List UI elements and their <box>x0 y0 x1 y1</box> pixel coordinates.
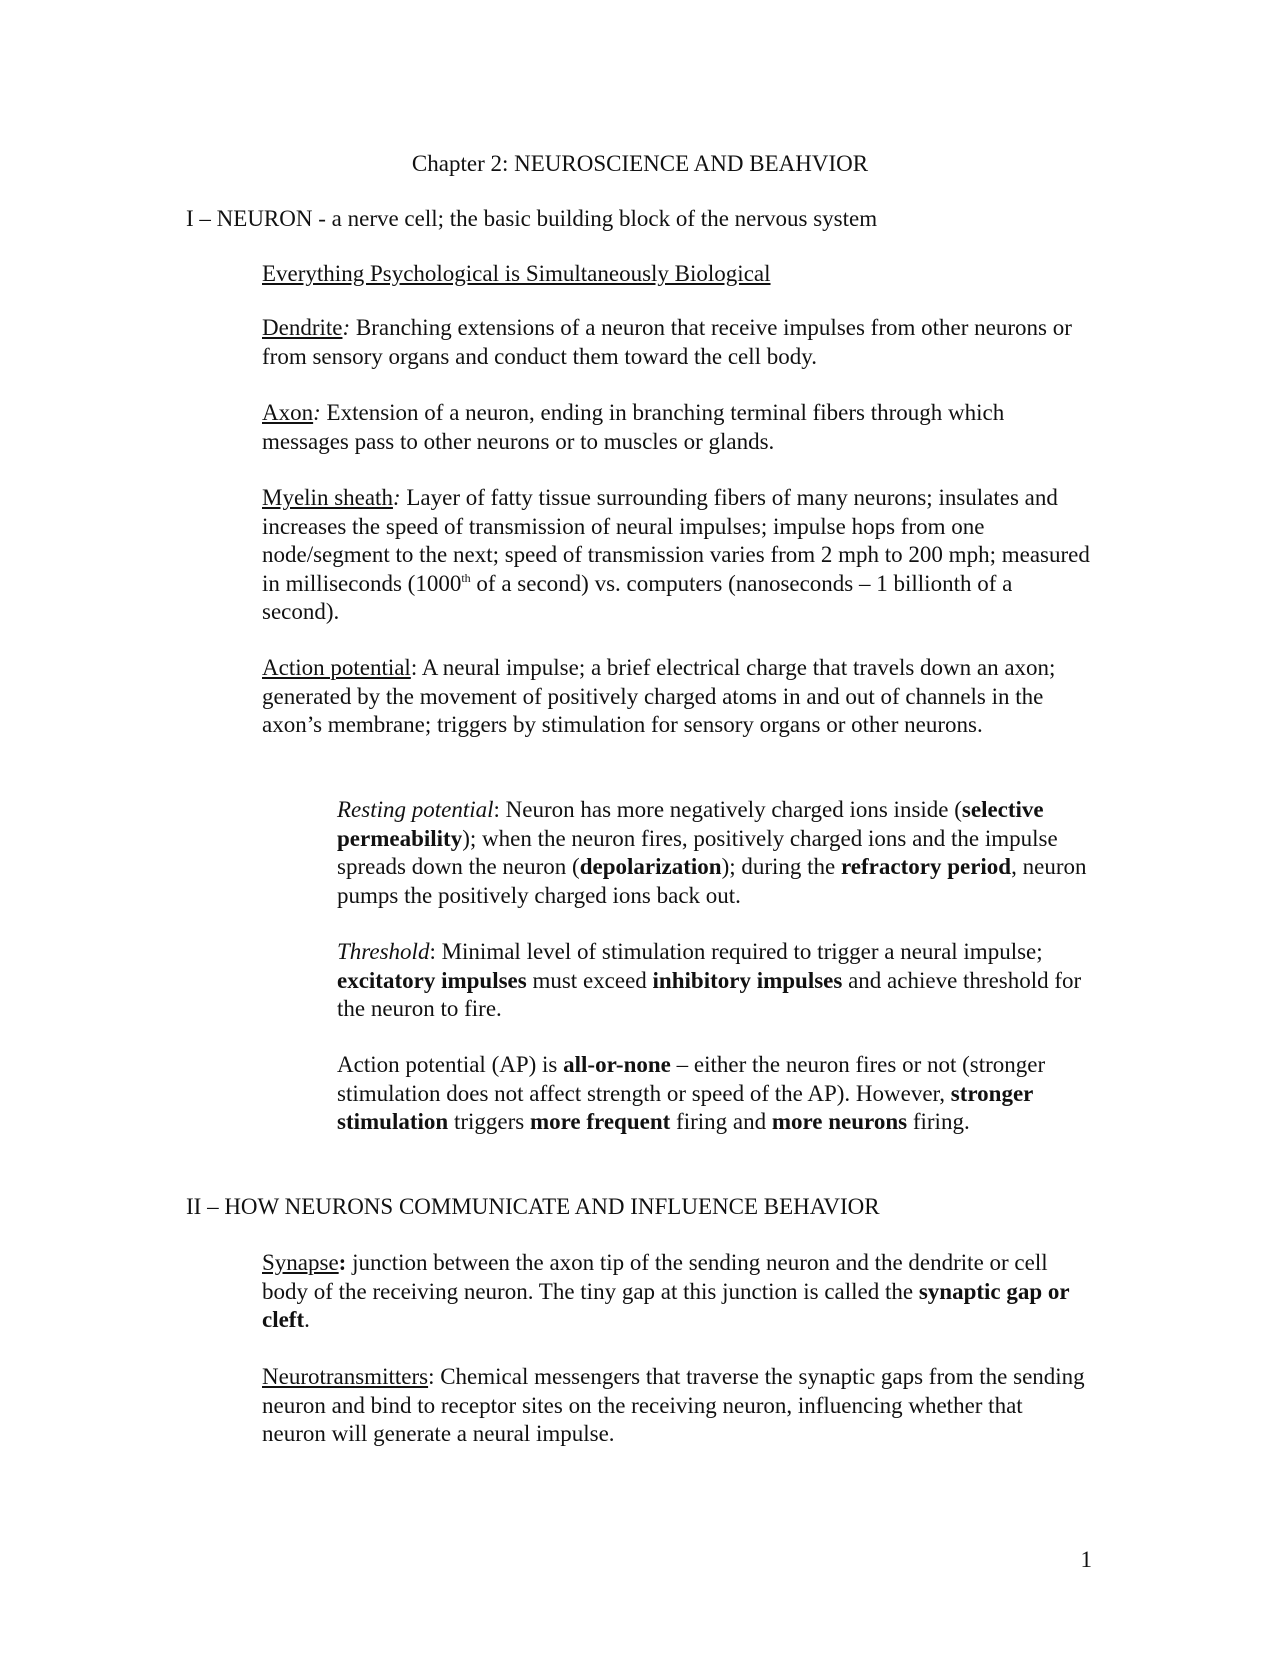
definition-axon: Axon: Extension of a neuron, ending in branching terminal fibers through which messages pass to other neurons or to muscles or glands. <box>262 400 1005 454</box>
term-dendrite: Dendrite <box>262 315 343 340</box>
page-number: 1 <box>1080 1547 1092 1572</box>
definition-dendrite: Dendrite: Branching extensions of a neuron that receive impulses from other neurons or from sensory organs and conduct them toward the cell body. <box>262 315 1072 369</box>
definition-threshold: Threshold: Minimal level of stimulation required to trigger a neural impulse; excitatory impulses must exceed inhibitory impulses and achieve threshold for the neuron to fire. <box>337 939 1082 1021</box>
page-title: Chapter 2: NEUROSCIENCE AND BEAHVIOR <box>411 151 869 176</box>
paragraph-all-or-none: Action potential (AP) is all-or-none – either the neuron fires or not (stronger stimulation does not affect strength or speed of the AP). However, stronger stimulation triggers more frequent firing and more neurons firing. <box>337 1052 1046 1134</box>
term-threshold: Threshold <box>337 939 430 964</box>
definition-neurotransmitters: Neurotransmitters: Chemical messengers that traverse the synaptic gaps from the sending neuron and bind to receptor sites on the receiving neuron, influencing whether that neuron will generate a neural impulse. <box>262 1364 1085 1446</box>
subheading: Everything Psychological is Simultaneously Biological <box>262 261 771 286</box>
term-myelin-sheath: Myelin sheath <box>262 485 393 510</box>
term-action-potential: Action potential <box>262 655 411 680</box>
definition-action-potential: Action potential: A neural impulse; a brief electrical charge that travels down an axon; generated by the movement of positively charged atoms in and out of channels in the axon’s membrane; triggers by stimulation for sensory organs or other neurons. <box>262 655 1056 737</box>
term-resting-potential: Resting potential <box>337 797 494 822</box>
term-axon: Axon <box>262 400 314 425</box>
term-neurotransmitters: Neurotransmitters <box>262 1364 429 1389</box>
term-synapse: Synapse <box>262 1250 339 1275</box>
section-heading-communication: II – HOW NEURONS COMMUNICATE AND INFLUENCE BEHAVIOR <box>186 1194 880 1219</box>
section-heading-neuron: I – NEURON - a nerve cell; the basic building block of the nervous system <box>186 206 878 231</box>
definition-resting-potential: Resting potential: Neuron has more negatively charged ions inside (selective permeability); when the neuron fires, positively charged ions and the impulse spreads down the neuron (depolarization); during the refractory period, neuron pumps the positively charged ions back out. <box>337 797 1087 908</box>
definition-myelin-sheath: Myelin sheath: Layer of fatty tissue surrounding fibers of many neurons; insulates and increases the speed of transmission of neural impulses; impulse hops from one node/segment to the next; speed of transmission varies from 2 mph to 200 mph; measured in milliseconds (1000th of a second) vs. computers (nanoseconds – 1 billionth of a second). <box>262 485 1090 624</box>
definition-synapse: Synapse: junction between the axon tip of the sending neuron and the dendrite or cell body of the receiving neuron. The tiny gap at this junction is called the synaptic gap or cleft. <box>262 1250 1070 1332</box>
